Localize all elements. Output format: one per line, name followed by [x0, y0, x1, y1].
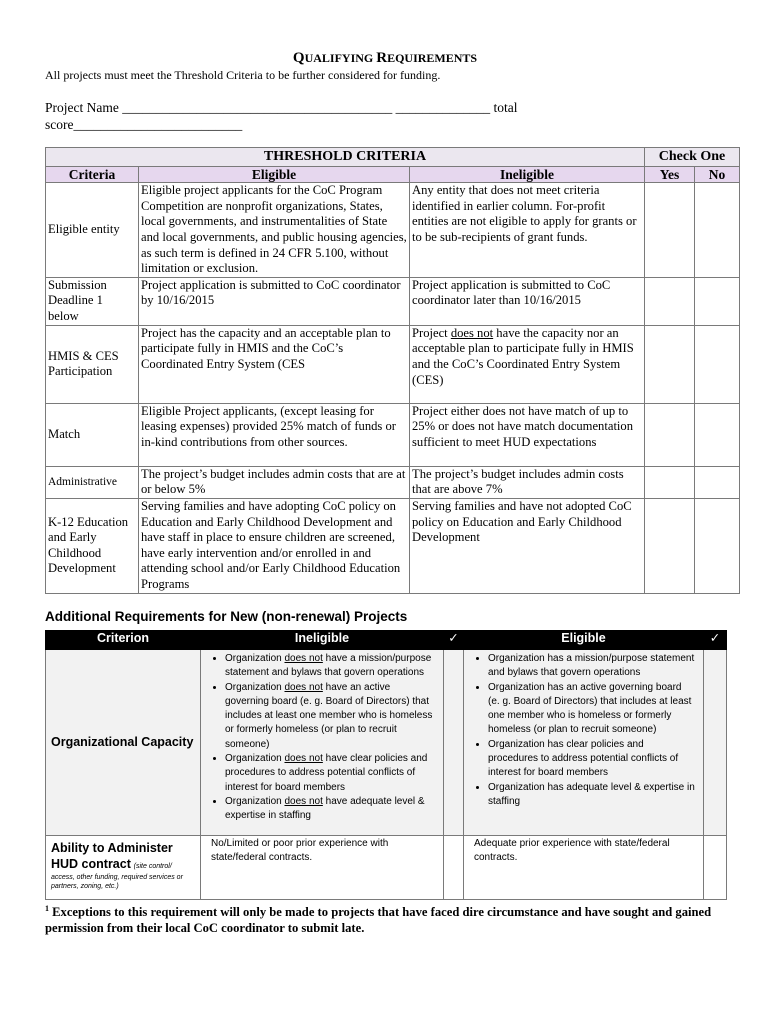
score-blank[interactable]: _________________________	[73, 117, 243, 132]
ineligible-check-cell[interactable]	[444, 836, 464, 900]
page-title: QUALIFYING REQUIREMENTS	[292, 50, 478, 66]
eligible-cell: Eligible Project applicants, (except leasing for leasing expenses) provided 25% match of funds or in-kind contributions from other sources.	[139, 403, 410, 466]
eligible-check-icon: ✓	[704, 631, 727, 650]
eligible-cell: Project application is submitted to CoC coordinator by 10/16/2015	[139, 277, 410, 325]
list-item: • Organization has an active governing board (e. g. Board of Directors) that includes at least one member who is homeless or formerly homeless (or plan to recruit someone)	[488, 681, 695, 738]
yes-check-cell[interactable]	[645, 183, 695, 278]
criteria-cell: K-12 Education and Early Childhood Development	[46, 498, 139, 593]
yes-check-cell[interactable]	[645, 466, 695, 498]
threshold-title: THRESHOLD CRITERIA	[46, 148, 645, 167]
eligible-cell: Project has the capacity and an acceptable plan to participate fully in HMIS and the CoC’s Coordinated Entry System (CES	[139, 325, 410, 403]
total-label: total	[493, 100, 518, 115]
no-check-cell[interactable]	[695, 498, 740, 593]
ineligible-cell: Project either does not have match of up to 25% or does not have match documentation sufficient to meet HUD expectations	[410, 403, 645, 466]
ineligible-header: Ineligible	[201, 631, 444, 650]
no-check-cell[interactable]	[695, 277, 740, 325]
table-row	[46, 498, 740, 593]
table-row	[46, 466, 740, 498]
ineligible-cell: The project’s budget includes admin costs that are above 7%	[410, 466, 645, 498]
yes-check-cell[interactable]	[645, 277, 695, 325]
ineligible-check-icon: ✓	[444, 631, 464, 650]
ineligible-cell: Project does not have the capacity nor an acceptable plan to participate fully in HMIS and the CoC’s Coordinated Entry System (CES)	[410, 325, 645, 403]
list-item: • Organization does not have an active governing board (e. g. Board of Directors) that includes at least one member who is homeless or formerly homeless (or plan to recruit someone)	[225, 681, 435, 752]
no-check-cell[interactable]	[695, 183, 740, 278]
project-name-label: Project Name	[45, 100, 119, 115]
eligible-header: Eligible	[464, 631, 704, 650]
list-item: • Organization has adequate level & expertise in staffing	[488, 781, 695, 810]
org-capacity-ineligible	[201, 650, 444, 836]
eligible-cell: The project’s budget includes admin costs that are at or below 5%	[139, 466, 410, 498]
hud-contract-eligible: Adequate prior experience with state/federal contracts.	[464, 836, 704, 900]
eligible-check-cell[interactable]	[704, 836, 727, 900]
list-item: • Organization does not have adequate level & expertise in staffing	[225, 795, 435, 824]
hud-contract-ineligible: No/Limited or poor prior experience with state/federal contracts.	[201, 836, 444, 900]
criteria-cell: HMIS & CES Participation	[46, 325, 139, 403]
no-header: No	[695, 166, 740, 183]
eligible-cell: Eligible project applicants for the CoC Program Competition are nonprofit organizations, States, local governments, and instrumentalities of State and local governments, and public housing agencies, as such term is defined in 24 CFR 5.100, without limitation or exclusion.	[139, 183, 410, 278]
yes-check-cell[interactable]	[645, 498, 695, 593]
project-name-blank[interactable]: ________________________________________	[122, 100, 393, 115]
check-one-header: Check One	[645, 148, 740, 167]
score-blank-top[interactable]: ______________	[395, 100, 491, 115]
criteria-header: Criteria	[46, 166, 139, 183]
ineligible-cell: Project application is submitted to CoC coordinator later than 10/16/2015	[410, 277, 645, 325]
criterion-header: Criterion	[46, 631, 201, 650]
org-capacity-criterion: Organizational Capacity	[46, 650, 201, 836]
list-item: • Organization has clear policies and procedures to address potential conflicts of interest for board members	[488, 738, 695, 781]
table-row	[46, 836, 727, 900]
additional-requirements-table	[45, 630, 727, 900]
intro-text: All projects must meet the Threshold Criteria to be further considered for funding.	[45, 68, 441, 82]
list-item: • Organization does not have a mission/purpose statement and bylaws that govern operations	[225, 652, 435, 681]
project-name-line	[45, 99, 605, 133]
score-label: score	[45, 117, 74, 132]
eligible-header: Eligible	[139, 166, 410, 183]
table-row	[46, 650, 727, 836]
table-row	[46, 403, 740, 466]
yes-check-cell[interactable]	[645, 325, 695, 403]
no-check-cell[interactable]	[695, 403, 740, 466]
criteria-cell: Submission Deadline 1 below	[46, 277, 139, 325]
criteria-cell: Match	[46, 403, 139, 466]
threshold-criteria-table	[45, 147, 740, 594]
ineligible-check-cell[interactable]	[444, 650, 464, 836]
ineligible-header: Ineligible	[410, 166, 645, 183]
hud-contract-criterion: Ability to Administer HUD contract (site control/ access, other funding, required services or partners, zoning, etc.)	[46, 836, 201, 900]
yes-check-cell[interactable]	[645, 403, 695, 466]
eligible-cell: Serving families and have adopting CoC policy on Education and Early Childhood Development and have staff in place to ensure children are screened, have early intervention and/or enrolled in and attending school and/or Early Childhood Education Programs	[139, 498, 410, 593]
org-capacity-eligible	[464, 650, 704, 836]
table-row	[46, 325, 740, 403]
no-check-cell[interactable]	[695, 325, 740, 403]
footnote: $^1$ Exceptions to this requirement will only be made to projects that have faced dire circumstance and have sought and gained permission from their local CoC coordinator to submit late.	[45, 904, 712, 935]
additional-requirements-title: Additional Requirements for New (non-renewal) Projects	[45, 609, 408, 624]
table-row	[46, 277, 740, 325]
list-item: • Organization has a mission/purpose statement and bylaws that govern operations	[488, 652, 695, 681]
table-row	[46, 183, 740, 278]
no-check-cell[interactable]	[695, 466, 740, 498]
yes-header: Yes	[645, 166, 695, 183]
ineligible-cell: Any entity that does not meet criteria identified in earlier column. For-profit entities are not eligible to apply for grants or to be sub-recipients of grant funds.	[410, 183, 645, 278]
eligible-check-cell[interactable]	[704, 650, 727, 836]
ineligible-cell: Serving families and have not adopted CoC policy on Education and Early Childhood Development	[410, 498, 645, 593]
criteria-cell: Eligible entity	[46, 183, 139, 278]
criteria-cell: Administrative	[46, 466, 139, 498]
list-item: • Organization does not have clear policies and procedures to address potential conflicts of interest for board members	[225, 752, 435, 795]
